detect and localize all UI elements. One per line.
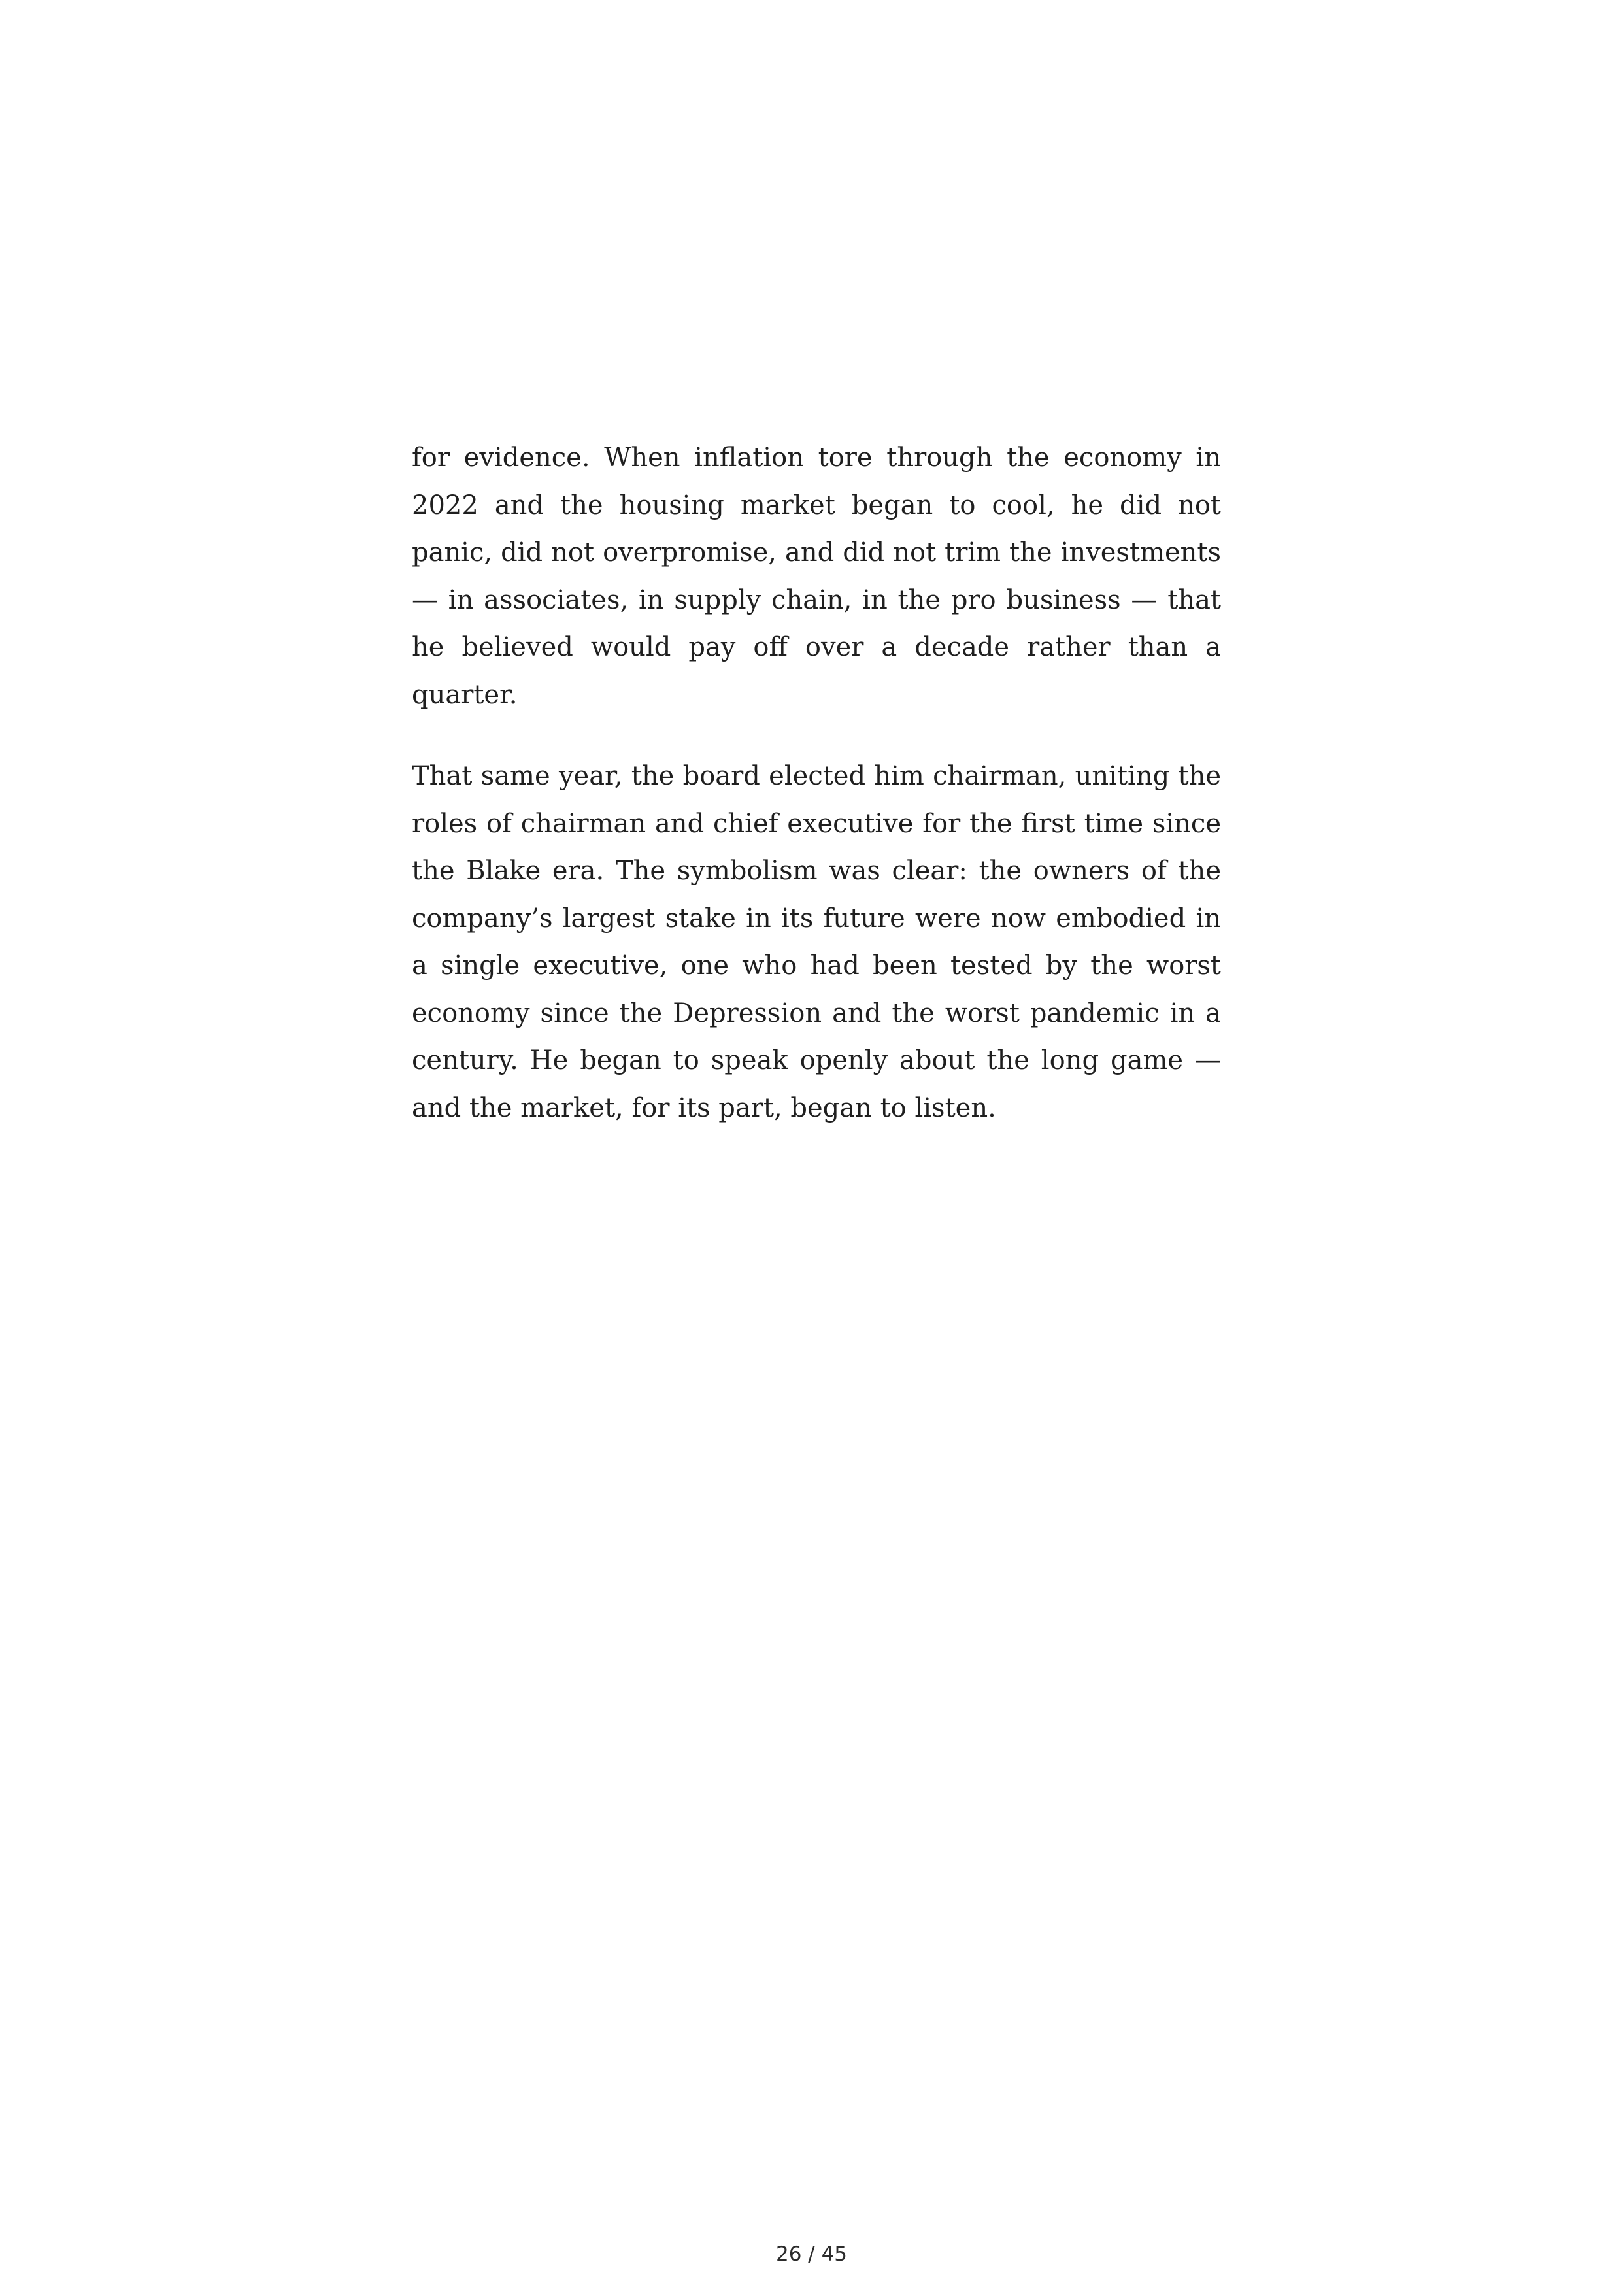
body-text <box>412 434 1221 1166</box>
page-number: 26 / 45 <box>775 2242 848 2266</box>
paragraph-2: That same year, the board elected him chairman, uniting the roles of chairman and chief executive for the first time since the Blake era. The symbolism was clear: the owners of the company’s largest stake in its future were now embodied in a single executive, one who had been tested by the worst economy since the Depression and the worst pandemic in a century. He began to speak openly about the long game — and the market, for its part, began to listen. <box>412 761 1221 1123</box>
paragraph-1: for evidence. When inflation tore through the economy in 2022 and the housing market began to cool, he did not panic, did not overpromise, and did not trim the investments — in associates, in supply chain, in the pro business — that he believed would pay off over a decade rather than a quarter. <box>412 443 1221 710</box>
